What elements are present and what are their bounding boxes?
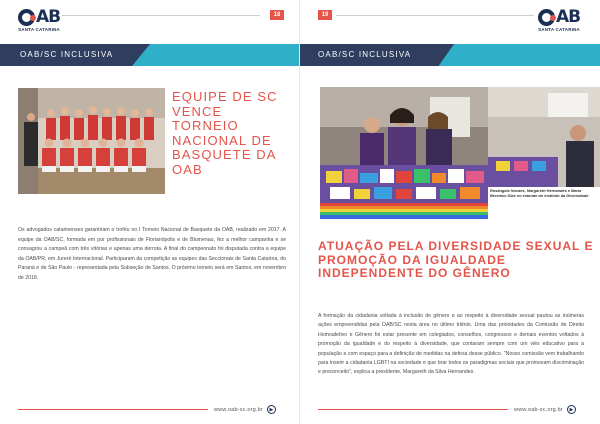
oab-logo-circle-icon (538, 9, 555, 26)
oab-logo-mark (18, 8, 60, 26)
team-photo (18, 88, 165, 194)
article-body: Os advogados catarinenses garantiram o troféu no I Torneio Nacional de Basquete da OAB, realizado em 2017. A equipe da OAB/SC, formada em por profissionais de Florianópolis e de Blumenau, fez a melhor campanha e se consagrou a campeã com três vitórias e apenas uma derrota. A final do campeonato foi disputada contra a equipe da OAB/PR, em Jureré Internacional. Participaram da competição as equipes das Seccionais de Santa Catarina, do Paraná e de São Paulo - representada pela Subseção de Santos. O próximo torneio será em Santos, em novembro de 2018. (18, 227, 286, 281)
page-footer (318, 405, 576, 414)
photo-caption: Rosângela Novaes, Margareth Hernandes e Maria Berenice Dias no estande do Instituto da Diversidade (490, 188, 589, 199)
event-photo-illustration (320, 87, 488, 219)
right-page (300, 0, 600, 424)
circle-arrow-icon[interactable]: ▶ (267, 405, 276, 414)
section-banner (0, 44, 300, 66)
circle-arrow-icon[interactable]: ▶ (567, 405, 576, 414)
article-body: A formação da cidadania voltada à inclusão de gênero e ao respeito à diversidade sexual pautou as inúmeras ações empreendidas pela OAB/SC nesta área no último triênio. Uma das prioridades da Comissão de Direito Homoafetivo e Gênero foi estar presente em colegiados, conselhos, congressos e demais eventos voltados à promoção da igualdade e do respeito à diversidade, que contaram sempre com um viés educativo para a população e com espaço para a definição de medidas na defesa desse público. "Nosso comissão vem trabalhando para inserir a cidadania LGBTI na sociedade e que brar todos os paradigmas sociais que promovam discriminação e preconceito", explica a presidente, Margareth da Silva Hernandes. (318, 313, 584, 376)
article-headline: ATUAÇÃO PELA DIVERSIDADE SEXUAL E PROMOÇÃO DA IGUALDADE INDEPENDENTE DO GÊNERO (318, 239, 594, 280)
article-headline: EQUIPE DE SC VENCE TORNEIO NACIONAL DE BASQUETE DA OAB (172, 89, 278, 177)
section-title: OAB/SC INCLUSIVA (20, 50, 114, 59)
oab-logo-letters: AB (556, 7, 581, 27)
oab-logo (538, 8, 580, 32)
section-title: OAB/SC INCLUSIVA (318, 50, 412, 59)
oab-logo-mark (538, 8, 580, 26)
oab-logo-circle-icon (18, 9, 35, 26)
oab-logo-letters: AB (36, 7, 61, 27)
footer-rule (18, 409, 208, 411)
header-rule (336, 15, 534, 16)
section-banner-accent (438, 44, 600, 66)
footer-website-link[interactable]: www.oab-sc.org.br (214, 406, 263, 413)
section-banner-accent (132, 44, 300, 66)
page-number: 19 (318, 10, 332, 20)
oab-logo-subtitle: SANTA CATARINA (538, 27, 580, 32)
event-photo-detail (488, 87, 600, 187)
page-number: 18 (270, 10, 284, 20)
page-footer (18, 405, 276, 414)
oab-logo-subtitle: SANTA CATARINA (18, 27, 60, 32)
footer-rule (318, 409, 508, 411)
header-rule (62, 15, 260, 16)
section-banner (300, 44, 600, 66)
event-photo (320, 87, 488, 219)
oab-logo (18, 8, 60, 32)
team-photo-illustration (18, 88, 165, 194)
event-photo-detail-illustration (488, 87, 600, 187)
footer-website-link[interactable]: www.oab-sc.org.br (514, 406, 563, 413)
